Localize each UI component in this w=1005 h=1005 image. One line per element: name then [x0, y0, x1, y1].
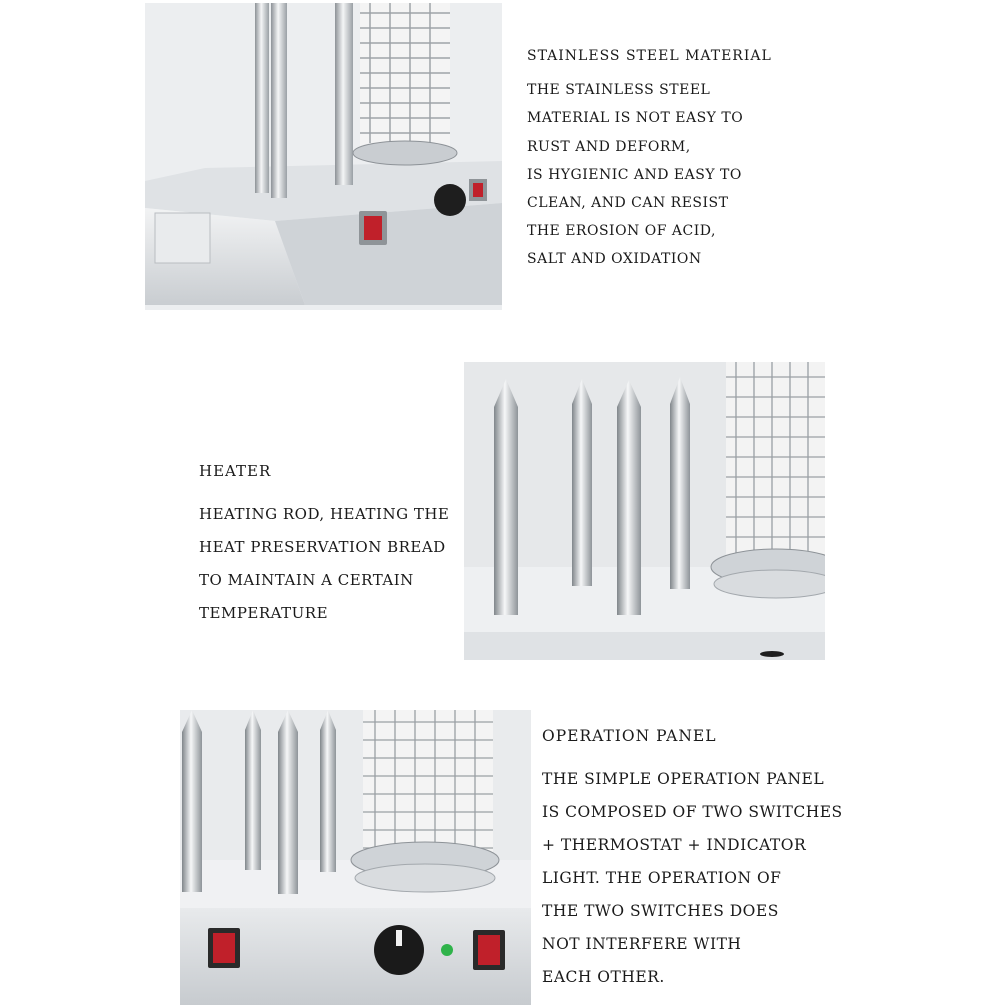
heater-line: TEMPERATURE — [199, 604, 329, 622]
operation-line: EACH OTHER. — [542, 968, 665, 986]
stainless-line: MATERIAL IS NOT EASY TO — [527, 110, 744, 127]
heater-line: HEATING ROD, HEATING THE — [199, 505, 450, 523]
heater-line: TO MAINTAIN A CERTAIN — [199, 571, 414, 589]
photo-stainless-base — [145, 3, 502, 310]
operation-heading: OPERATION PANEL — [542, 727, 717, 745]
heater-heading: HEATER — [199, 462, 272, 480]
photo-operation-panel — [180, 710, 531, 1005]
stainless-heading: STAINLESS STEEL MATERIAL — [527, 48, 772, 64]
stainless-steel-description — [527, 42, 772, 274]
stainless-line: RUST AND DEFORM, — [527, 138, 691, 155]
operation-line: NOT INTERFERE WITH — [542, 935, 742, 953]
stainless-line: SALT AND OXIDATION — [527, 251, 702, 268]
stainless-line: IS HYGIENIC AND EASY TO — [527, 166, 742, 183]
stainless-line: THE EROSION OF ACID, — [527, 223, 716, 240]
heater-description — [199, 455, 449, 630]
operation-panel-description — [542, 720, 843, 994]
operation-line: THE TWO SWITCHES DOES — [542, 902, 779, 920]
operation-line: IS COMPOSED OF TWO SWITCHES — [542, 803, 843, 821]
stainless-line: CLEAN, AND CAN RESIST — [527, 195, 729, 212]
operation-line: LIGHT. THE OPERATION OF — [542, 869, 782, 887]
operation-line: THE SIMPLE OPERATION PANEL — [542, 770, 825, 788]
stainless-line: THE STAINLESS STEEL — [527, 82, 711, 99]
photo-heating-rods — [464, 362, 825, 660]
operation-line: + THERMOSTAT + INDICATOR — [542, 836, 807, 854]
heater-line: HEAT PRESERVATION BREAD — [199, 538, 446, 556]
